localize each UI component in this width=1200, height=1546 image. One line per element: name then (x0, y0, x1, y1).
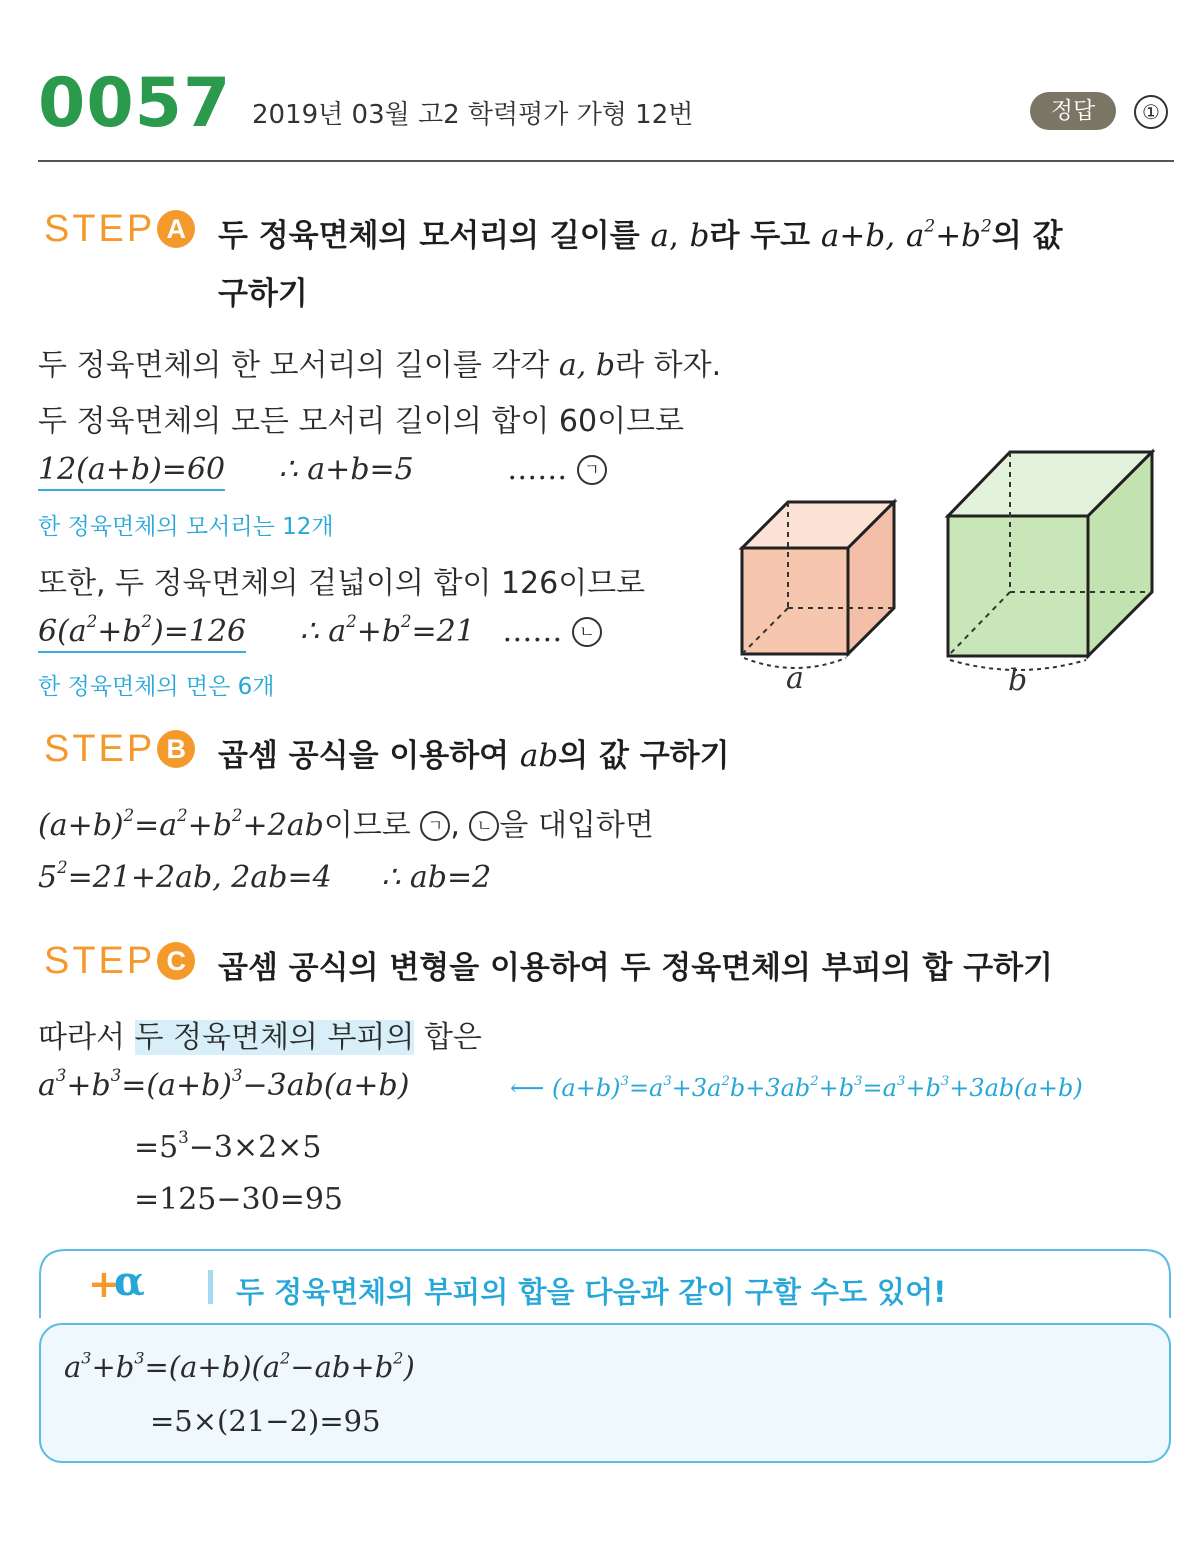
alpha-eq2: =5×(21−2)=95 (150, 1404, 381, 1438)
answer-badge: 정답 (1030, 92, 1116, 130)
eq1-left: 12(a+b)=60 (38, 452, 225, 491)
step-b-badge: B (157, 730, 195, 768)
step-a-heading (44, 208, 195, 251)
step-c-line1 (38, 1012, 482, 1056)
large-cube-label: b (1008, 663, 1028, 698)
problem-source: 2019년 03월 고2 학력평가 가형 12번 (252, 100, 694, 130)
step-label: STEP (44, 208, 156, 250)
step-a-badge: A (157, 210, 195, 248)
t: 의 값 구하기 (558, 738, 730, 774)
step-a-title-text: 두 정육면체의 모서리의 길이를 (218, 218, 640, 254)
step-a-line1 (38, 340, 721, 384)
step-c-note: ⟵ $(a+b)^3=a^3+3a^2b+3ab^2+b^3=a^3+b^3+3ab(a+b)$ (510, 1073, 1083, 1102)
step-c-eq2: $=5^3-3\times 2\times 5$ (134, 1127, 322, 1165)
cubes-figure (730, 440, 1170, 700)
t: )=126 (152, 614, 247, 649)
t: 곱셈 공식을 이용하여 (218, 738, 510, 774)
step-b-line1: $(a+b)^2=a^2+b^2+2ab$이므로 ㄱ , ㄴ 을 대입하면 (38, 805, 654, 843)
step-a-expr: a+b, (820, 218, 896, 254)
equation-2 (38, 611, 602, 649)
vars: a, b (558, 348, 616, 383)
t: +b (356, 614, 402, 649)
arrow-left-icon: ⟵ (510, 1074, 545, 1102)
circled-giyeok: ㄱ (577, 455, 607, 485)
eq2-right: ∴ $a^2+b^2=21$ (299, 611, 475, 649)
t: ∴ a (299, 614, 347, 649)
equation: $5^2=21+2ab$, 2ab=4 (38, 857, 332, 895)
eq1-dots: …… (507, 452, 568, 487)
step-a-title-line2: 구하기 (218, 276, 308, 312)
text: 두 정육면체의 한 모서리의 길이를 각각 (38, 348, 550, 383)
header-divider (38, 160, 1174, 162)
step-c-title: 곱셈 공식의 변형을 이용하여 두 정육면체의 부피의 합 구하기 (218, 950, 1053, 986)
t: 따라서 (38, 1020, 125, 1055)
text: 라 하자. (615, 348, 722, 383)
circled-nieun: ㄴ (572, 617, 602, 647)
t: =21 (411, 614, 475, 649)
t: 합은 (423, 1020, 482, 1055)
note-edges: 한 정육면체의 모서리는 12개 (38, 514, 334, 540)
step-a-title (218, 210, 1063, 255)
circled-giyeok: ㄱ (420, 811, 450, 841)
step-c-badge: C (157, 942, 195, 980)
equation-1 (38, 452, 607, 487)
eq2-left: $6(a^2+b^2)=126$ (38, 614, 246, 653)
step-b-title (218, 730, 730, 775)
small-cube-label: a (786, 661, 804, 696)
step-a-title-text-2: 라 두고 (709, 218, 811, 254)
result: ∴ ab=2 (381, 860, 492, 895)
step-a-var-b: b (689, 218, 710, 254)
small-cube (742, 502, 894, 668)
step-a-line3: 또한, 두 정육면체의 겉넓이의 합이 126이므로 (38, 566, 646, 601)
problem-number: 0057 (38, 64, 232, 143)
t: 을 대입하면 (499, 808, 654, 843)
alpha-icon: α (114, 1258, 145, 1305)
t: 이므로 (323, 808, 411, 843)
step-b-heading (44, 728, 195, 771)
step-c-eq3: =125−30=95 (134, 1182, 344, 1217)
step-c-eq1: $a^3+b^3=(a+b)^3-3ab(a+b)$ (38, 1065, 410, 1103)
var-ab: ab (519, 738, 559, 774)
step-a-comma: , (668, 218, 679, 254)
alpha-title: 두 정육면체의 부피의 합을 다음과 같이 구할 수도 있어! (236, 1275, 947, 1309)
large-cube (948, 452, 1152, 670)
answer-choice: ① (1134, 95, 1168, 129)
step-label: STEP (44, 728, 156, 770)
highlight: 두 정육면체의 부피의 (134, 1020, 415, 1055)
alpha-plus-icon: + (88, 1262, 120, 1306)
step-c-heading (44, 940, 195, 983)
alpha-eq1: $a^3+b^3=(a+b)(a^2-ab+b^2)$ (64, 1348, 415, 1384)
note-faces: 한 정육면체의 면은 6개 (38, 674, 275, 700)
t: +b (97, 614, 142, 649)
step-a-line2: 두 정육면체의 모든 모서리 길이의 합이 60이므로 (38, 404, 685, 439)
step-label: STEP (44, 940, 156, 982)
identity: $(a+b)^2=a^2+b^2+2ab$ (38, 805, 324, 843)
eq1-right: ∴ a+b=5 (278, 452, 414, 487)
eq2-dots: …… (502, 614, 563, 649)
step-a-var-a: a (650, 218, 669, 254)
step-a-expr-squares: $a^2+b^2$ (905, 216, 992, 254)
step-a-title-text-3: 의 값 (991, 218, 1063, 254)
t: 6(a (38, 614, 87, 649)
circled-nieun: ㄴ (469, 811, 499, 841)
step-b-line2 (38, 857, 492, 895)
